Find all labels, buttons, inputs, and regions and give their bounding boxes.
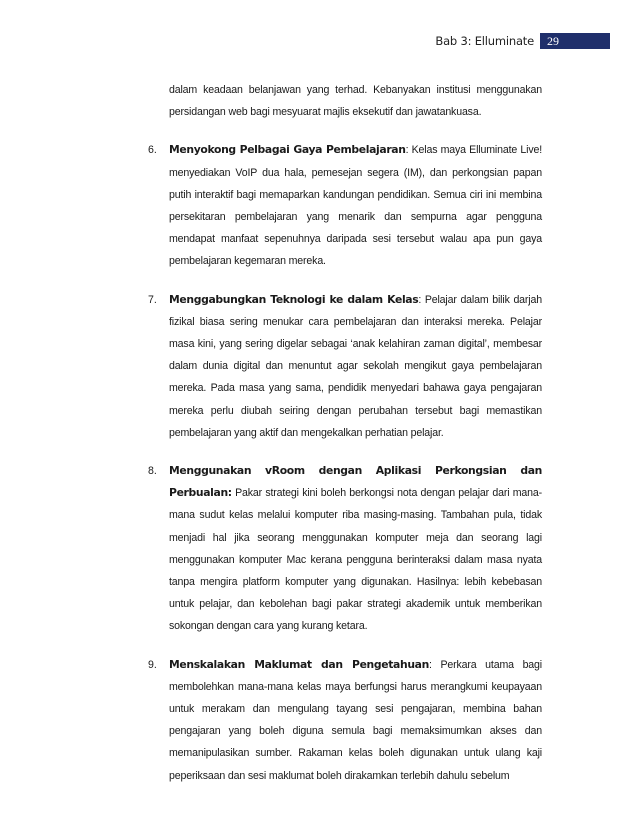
list-item-9 xyxy=(148,654,542,787)
item-number: 7. xyxy=(148,293,157,306)
page-content xyxy=(148,79,542,787)
item-number: 6. xyxy=(148,144,157,157)
item-separator: : xyxy=(405,144,412,157)
item-text: Pelajar dalam bilik darjah fizikal biasa sering menukar cara pembelajaran dan interaksi mereka. Pelajar masa kini, yang sering digelar sebagai ‘anak kelahiran zaman digital’, membesar dalam dunia digital dan menuntut agar sekolah mengikut gaya pembelajaran mereka. Pada masa yang sama, pendidik menyedari bahawa gaya pengajaran mereka perlu diubah seiring dengan perubahan tersebut bagi memastikan pembelajaran yang aktif dan mengekalkan perhatian pelajar. xyxy=(169,293,542,439)
page-number: 29 xyxy=(540,33,610,49)
item-term: Menyokong Pelbagai Gaya Pembelajaran xyxy=(169,143,406,157)
item-term: Menggunakan vRoom dengan Aplikasi Perkongsian dan Perbualan: xyxy=(169,464,542,500)
item-body xyxy=(169,289,542,444)
chapter-title: Bab 3: Elluminate xyxy=(435,34,534,48)
item-number: 9. xyxy=(148,658,157,671)
item-text: Perkara utama bagi membolehkan mana-mana kelas maya berfungsi harus merangkumi keupayaan untuk merakam dan mengulang tayang sesi pengajaran, membina bahan pengajaran yang boleh diguna semula bagi memaksimumkan akses dan memanipulasikan sumber. Rakaman kelas boleh digunakan untuk ulang kaji peperiksaan dan sesi maklumat boleh dirakamkan terlebih dahulu sebelum xyxy=(169,658,542,782)
item-term: Menggabungkan Teknologi ke dalam Kelas xyxy=(169,292,419,306)
list-item-6 xyxy=(148,139,542,272)
item-number: 8. xyxy=(148,465,157,478)
list-item-8 xyxy=(148,460,542,638)
intro-paragraph: dalam keadaan belanjawan yang terhad. Kebanyakan institusi menggunakan persidangan web bagi mesyuarat majlis eksekutif dan jawatankuasa. xyxy=(169,84,542,119)
item-term: Menskalakan Maklumat dan Pengetahuan xyxy=(169,657,429,671)
item-separator: : xyxy=(418,293,425,306)
item-body xyxy=(169,654,542,787)
list-item-7 xyxy=(148,289,542,444)
item-text: Kelas maya Elluminate Live! menyediakan VoIP dua hala, pemesejan segera (IM), dan perkongsian papan putih interaktif bagi memaparkan kandungan pendidikan. Semua ciri ini membina persekitaran pembelajaran yang menarik dan sempurna agar pengguna mendapat manfaat sepenuhnya daripada sesi tersebut walau apa pun gaya pembelajaran kegemaran mereka. xyxy=(169,144,542,268)
page-header xyxy=(0,33,638,49)
item-body xyxy=(169,139,542,272)
item-text: Pakar strategi kini boleh berkongsi nota dengan pelajar dari mana-mana sudut kelas melalui komputer riba masing-masing. Tambahan pula, tidak menjadi hal jika seorang menggunakan komputer meja dan seorang lagi menggunakan komputer Mac kerana pengguna berinteraksi dalam masa nyata tanpa mengira platform komputer yang digunakan. Hasilnya: lebih kebebasan untuk pelajar, dan kebolehan bagi pakar strategi akademik untuk memberikan sokongan dengan cara yang kurang ketara. xyxy=(169,487,543,633)
item-separator: : xyxy=(428,658,441,671)
item-body xyxy=(169,460,542,638)
